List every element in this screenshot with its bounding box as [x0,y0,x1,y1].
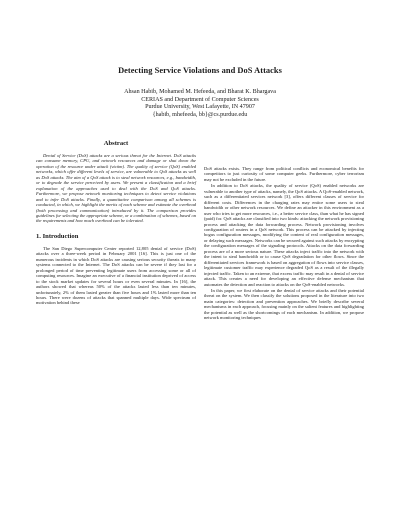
abstract-text: Denial of Service (DoS) attacks are a serious threat for the Internet. DoS attacks can consume memory, CPU, and network resources and damage or shut down the operation of the resource under attack (victim). The quality of service (QoS) enabled networks, which offer different levels of service, are vulnerable to QoS attacks as well as DoS attacks. The aim of a QoS attack is to steal network resources, e.g., bandwidth, or to degrade the service perceived by users. We present a classification and a brief explanation of the approaches used to deal with the DoS and QoS attacks. Furthermore, we propose network monitoring techniques to detect service violations and to infer DoS attacks. Finally, a quantitative comparison among all schemes is conducted, in which, we highlight the merits of each scheme and estimate the overhead (both processing and communication) introduced by it. The comparison provides guidelines for selecting the appropriate scheme, or a combination of schemes, based on the requirements and how much overhead can be tolerated. [36,153,196,224]
introduction-section [36,233,196,306]
introduction-paragraph-1: The San Diego Supercomputer Center reported 12,805 denial of service (DoS) attacks over a three-week period in February 2001 [16]. This is just one of the numerous incidents in which DoS attacks are causing serious security threats to many systems connected to the Internet. The DoS attacks can be severe if they last for a prolonged period of time preventing legitimate users from accessing some or all of computing resources. Imagine an executive of a financial institution deprived of access to the stock market updates for several hours or even several minutes. In [16], the authors showed that whereas 50% of the attacks lasted less than ten minutes, unfortunately, 2% of them lasted greater than five hours and 1% lasted more than ten hours. There were dozens of attacks that spanned multiple days. Wide spectrum of motivation behind these [36,245,196,306]
paper-title: Detecting Service Violations and DoS Attacks [118,66,282,75]
left-column [36,140,196,307]
section-spacer [36,225,196,233]
body-paragraph-qos: In addition to DoS attacks, the quality of service (QoS) enabled networks are vulnerable to another type of attacks, namely, the QoS attacks. A QoS-enabled network, such as a differentiated services network [3], offers different classes of service for different costs. Differences in the charging rates may entice some users to steal bandwidth or other network resources. We define an attacker in this environment as a user who tries to get more resources, i.e., a better service class, than what he has signed (paid) for. QoS attacks are classified into two kinds: attacking the network provisioning process and attacking the data forwarding process. Network provisioning involves configuration of routers in a QoS network. This process can be attacked by injecting bogus configuration messages, modifying the content of real configuration messages, or delaying such messages. Networks can be secured against such attacks by encrypting the configuration messages of the signaling protocols. Attacks on the data forwarding process are of a more serious nature. These attacks inject traffic into the network with the intent to steal bandwidth or to cause QoS degradation for other flows. Since the differentiated services framework is based on aggregation of flows into service classes, legitimate customer traffic may experience degraded QoS as a result of the illegally injected traffic. Taken to an extreme, that excess traffic may result in a denial of service attack. This creates a need for developing an effective defense mechanism that automates the detection and reaction to attacks on the QoS-enabled networks. [204,183,364,287]
abstract-heading: Abstract [103,140,129,147]
abstract-section [36,140,196,224]
right-column [204,166,364,322]
author-names: Ahsan Habib, Mohamed M. Hefeeda, and Bharat K. Bhargava [124,89,276,95]
author-emails: {habib, mhefeeda, bb}@cs.purdue.edu [152,112,248,119]
affiliation-department: CERIAS and Department of Computer Sciences [141,96,259,103]
body-paragraph-continued: DoS attacks exists. They range from political conflicts and economical benefits for competitors to just curiosity of some computer geeks. Furthermore, cyber terrorism may not be excluded in the future. [204,166,364,182]
affiliation-university: Purdue University, West Lafayette, IN 47907 [145,104,255,111]
author-block [0,89,400,120]
body-paragraph-overview: In this paper, we first elaborate on the denial of service attacks and their potential threat on the system. We then classify the solutions proposed in the literature into two main categories: detection and prevention approaches. We briefly describe several mechanisms in each approach, focusing mainly on the salient features and highlighting the potential as well as the shortcomings of each mechanism. In addition, we propose network monitoring techniques [204,287,364,321]
introduction-heading: 1. Introduction [36,232,79,240]
